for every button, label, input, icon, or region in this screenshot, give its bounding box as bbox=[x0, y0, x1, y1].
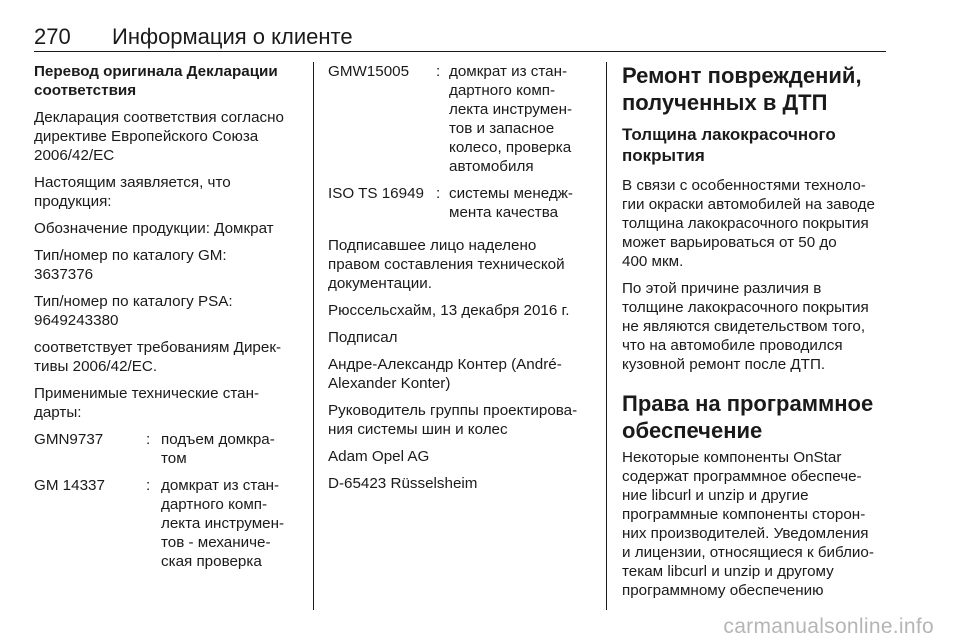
paint-paragraph-1: В связи с особенностями техноло- гии окраски автомобилей на заводе толщина лакокрасочного покрытия может варьироваться от 50 до 400 мкм. bbox=[622, 177, 875, 270]
signer-name: Андре-Александр Контер (André- Alexander Konter) bbox=[328, 356, 562, 392]
page-header bbox=[34, 24, 886, 52]
standard-separator: : bbox=[146, 431, 151, 448]
column-middle bbox=[328, 62, 592, 501]
declaration-heading: Перевод оригинала Декларации соответствия bbox=[34, 63, 278, 99]
standard-code: GMW15005 bbox=[328, 63, 410, 80]
section-heading-repair: Ремонт повреждений, полученных в ДТП bbox=[622, 63, 862, 115]
signer-role: Руководитель группы проектирова- ния системы шин и колес bbox=[328, 402, 578, 438]
column-right bbox=[622, 62, 888, 600]
standard-row bbox=[328, 62, 592, 176]
standard-row bbox=[34, 476, 296, 571]
declaration-text: Декларация соответствия согласно директиве Европейского Союза 2006/42/EC bbox=[34, 109, 284, 164]
page-number: 270 bbox=[34, 24, 71, 49]
declare-text: Настоящим заявляется, что продукция: bbox=[34, 174, 231, 210]
page-title: Информация о клиенте bbox=[112, 24, 353, 49]
paint-paragraph-2: По этой причине различия в толщине лакокрасочного покрытия не являются свидетельством того, что на автомобиле проводился кузовной ремонт после ДТП. bbox=[622, 280, 869, 373]
company-address: D-65423 Rüsselsheim bbox=[328, 475, 478, 492]
psa-part-number: Тип/номер по каталогу PSA: 9649243380 bbox=[34, 293, 233, 329]
software-paragraph: Некоторые компоненты OnStar содержат программное обеспече- ние libcurl и unzip и другие программные компоненты сторон- них производителей. Уведомления и лицензии, относящиеся к библио- текам libcurl и unzip и другому программному обеспечению bbox=[622, 449, 874, 599]
place-date: Рюссельсхайм, 13 декабря 2016 г. bbox=[328, 302, 570, 319]
column-left bbox=[34, 62, 296, 579]
standard-description: домкрат из стан- дартного комп- лекта инструмен- тов - механиче- ская проверка bbox=[161, 477, 285, 570]
standard-row bbox=[34, 430, 296, 468]
standard-code: GMN9737 bbox=[34, 431, 104, 448]
standard-code: ISO TS 16949 bbox=[328, 185, 424, 202]
header-rule bbox=[34, 51, 886, 52]
gm-part-number: Тип/номер по каталогу GM: 3637376 bbox=[34, 247, 227, 283]
subheading-paint-thickness: Толщина лакокрасочного покрытия bbox=[622, 125, 836, 165]
standard-separator: : bbox=[146, 477, 151, 494]
section-heading-software: Права на программное обеспечение bbox=[622, 391, 874, 443]
standard-description: системы менедж- мента качества bbox=[449, 185, 573, 221]
conformity-text: соответствует требованиям Дирек- тивы 2006/42/EC. bbox=[34, 339, 282, 375]
product-designation: Обозначение продукции: Домкрат bbox=[34, 220, 274, 237]
standards-intro: Применимые технические стан- дарты: bbox=[34, 385, 260, 421]
column-divider bbox=[606, 62, 607, 613]
watermark: carmanualsonline.info bbox=[723, 615, 934, 638]
company-name: Adam Opel AG bbox=[328, 448, 430, 465]
standard-code: GM 14337 bbox=[34, 477, 105, 494]
standard-separator: : bbox=[436, 63, 441, 80]
standard-row bbox=[328, 184, 592, 222]
column-divider bbox=[313, 62, 314, 613]
footer-bar bbox=[0, 610, 960, 642]
standard-description: подъем домкра- том bbox=[161, 431, 275, 467]
standard-description: домкрат из стан- дартного комп- лекта инструмен- тов и запасное колесо, проверка автомобиля bbox=[449, 63, 573, 175]
standard-separator: : bbox=[436, 185, 441, 202]
authorization-text: Подписавшее лицо наделено правом составления технической документации. bbox=[328, 237, 565, 292]
signed-label: Подписал bbox=[328, 329, 398, 346]
